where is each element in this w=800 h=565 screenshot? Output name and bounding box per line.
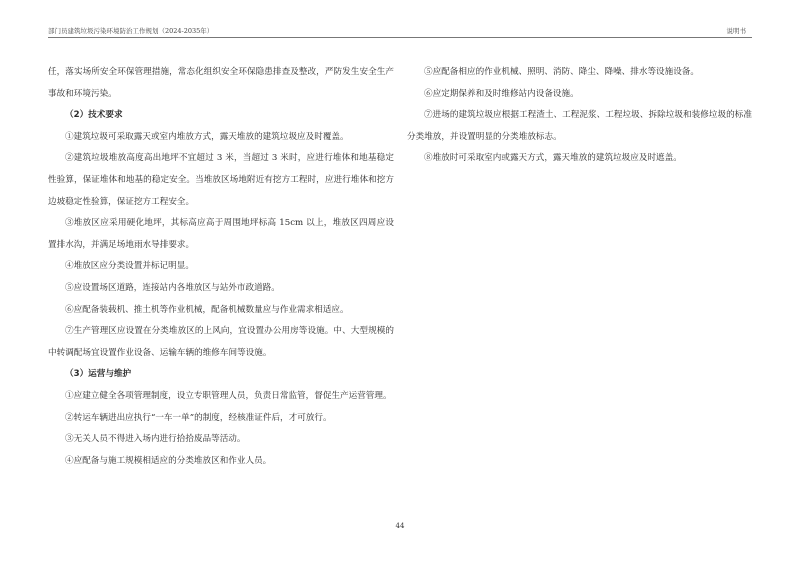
paragraph: ⑧堆放时可采取室内或露天方式，露天堆放的建筑垃圾应及时遮盖。: [424, 153, 682, 164]
left-text-column: [48, 62, 394, 472]
paragraph: ②建筑垃圾堆放高度高出地坪不宜超过 3 米，当超过 3 米时，应进行堆体和地基稳定性验算，保证堆体和地基的稳定安全。当堆放区场地附近有挖方工程时，应进行堆体和挖方边坡稳定性验算，保证挖方工程安全。: [48, 153, 394, 207]
paragraph: ⑦进场的建筑垃圾应根据工程渣土、工程泥浆、工程垃圾、拆除垃圾和装修垃圾的标准分类堆放，并设置明显的分类堆放标志。: [407, 110, 752, 142]
header-divider: [48, 37, 752, 38]
header-doc-type: 说明书: [726, 27, 746, 35]
paragraph: 任，落实场所安全环保管理措施，常态化组织安全环保隐患排查及整改，严防发生安全生产事故和环境污染。: [48, 67, 394, 99]
section-heading: （3）运营与维护: [65, 369, 132, 380]
paragraph: ③堆放区应采用硬化地坪，其标高应高于周围地坪标高 15cm 以上，堆放区四周应设置排水沟，并满足场地雨水导排要求。: [48, 218, 394, 250]
paragraph: ②转运车辆进出应执行“一车一单”的制度，经核准证件后，才可放行。: [65, 412, 332, 423]
right-text-column: [407, 62, 752, 170]
paragraph: ①建筑垃圾可采取露天或室内堆放方式，露天堆放的建筑垃圾应及时覆盖。: [65, 131, 349, 142]
paragraph: ⑥应定期保养和及时维修站内设备设施。: [424, 88, 579, 99]
paragraph: ⑥应配备装载机、推土机等作业机械，配备机械数量应与作业需求相适应。: [65, 304, 349, 315]
paragraph: ④堆放区应分类设置并标记明显。: [65, 261, 194, 272]
section-heading: （2）技术要求: [65, 110, 123, 121]
paragraph: ④应配备与施工规模相适应的分类堆放区和作业人员。: [65, 455, 272, 466]
paragraph: ③无关人员不得进入场内进行拾拾废品等活动。: [65, 434, 246, 445]
paragraph: ⑦生产管理区应设置在分类堆放区的上风向，宜设置办公用房等设施。中、大型规模的中转调配场宜设置作业设备、运输车辆的维修车间等设施。: [48, 326, 394, 358]
header-title: 部门员建筑垃圾污染环境防治工作规划（2024-2035年）: [48, 27, 214, 35]
page-number: 44: [395, 522, 405, 530]
paragraph: ⑤应配备相应的作业机械、照明、消防、降尘、降噪、排水等设施设备。: [424, 67, 700, 77]
paragraph: ⑤应设置场区道路，连接站内各堆放区与站外市政道路。: [65, 282, 280, 293]
paragraph: ①应建立健全各项管理制度，设立专职管理人员，负责日常监管，督促生产运营管理。: [65, 390, 392, 401]
